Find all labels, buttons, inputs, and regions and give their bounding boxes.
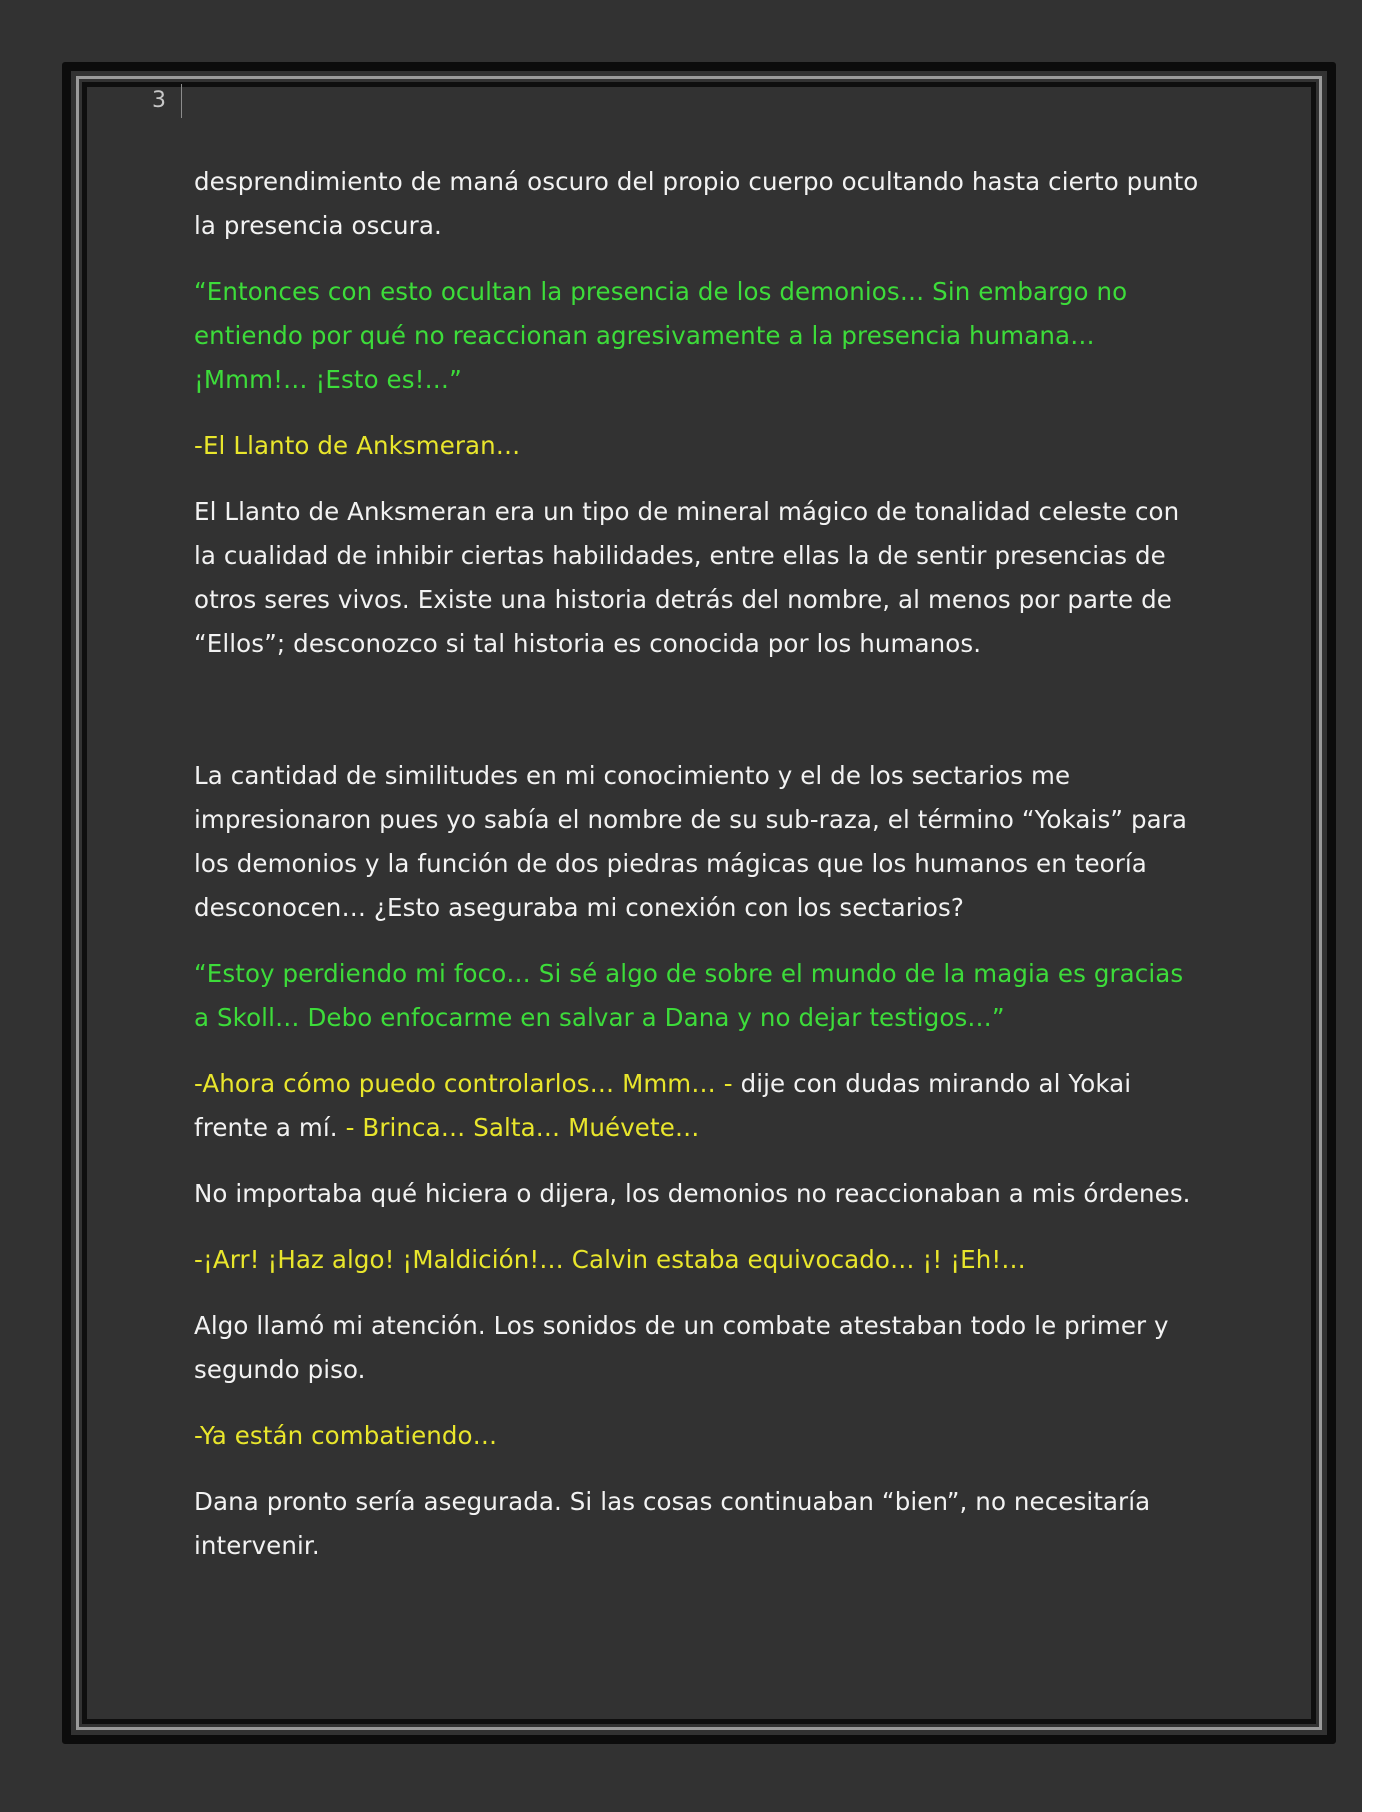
page-content [194,160,1206,1590]
page-number: 3 [146,84,182,118]
dialogue-line: -Ya están combatiendo… [194,1421,498,1450]
narration-paragraph: Dana pronto sería asegurada. Si las cosas continuaban “bien”, no necesitaría intervenir. [194,1487,1151,1560]
dialogue-segment: - Brinca… Salta… Muévete… [345,1113,700,1142]
dialogue-line: -El Llanto de Anksmeran… [194,431,521,460]
narration-paragraph: El Llanto de Anksmeran era un tipo de mineral mágico de tonalidad celeste con la cualidad de inhibir ciertas habilidades, entre ellas la de sentir presencias de otros seres vivos. Existe una historia detrás del nombre, al menos por parte de “Ellos”; desconozco si tal historia es conocida por los humanos. [194,497,1180,658]
narration-paragraph: Algo llamó mi atención. Los sonidos de un combate atestaban todo le primer y segundo piso. [194,1311,1169,1384]
narration-segment: dije con dudas mirando al Yokai frente a mí. [194,1069,1132,1142]
dialogue-line: -¡Arr! ¡Haz algo! ¡Maldición!… Calvin estaba equivocado… ¡! ¡Eh!… [194,1245,1026,1274]
narration-paragraph: desprendimiento de maná oscuro del propio cuerpo ocultando hasta cierto punto la presencia oscura. [194,167,1199,240]
dialogue-with-narration [194,1062,1206,1150]
paragraph-gap [194,688,1206,754]
narration-paragraph: La cantidad de similitudes en mi conocimiento y el de los sectarios me impresionaron pues yo sabía el nombre de su sub-raza, el término “Yokais” para los demonios y la función de dos piedras mágicas que los humanos en teoría desconocen… ¿Esto aseguraba mi conexión con los sectarios? [194,761,1188,922]
thought-paragraph: “Entonces con esto ocultan la presencia de los demonios… Sin embargo no entiendo por qué no reaccionan agresivamente a la presencia humana… ¡Mmm!… ¡Esto es!…” [194,277,1128,394]
thought-paragraph: “Estoy perdiendo mi foco… Si sé algo de sobre el mundo de la magia es gracias a Skoll… Debo enfocarme en salvar a Dana y no dejar testigos…” [194,959,1184,1032]
dialogue-segment: -Ahora cómo puedo controlarlos… Mmm… - [194,1069,733,1098]
narration-paragraph: No importaba qué hiciera o dijera, los demonios no reaccionaban a mis órdenes. [194,1179,1191,1208]
